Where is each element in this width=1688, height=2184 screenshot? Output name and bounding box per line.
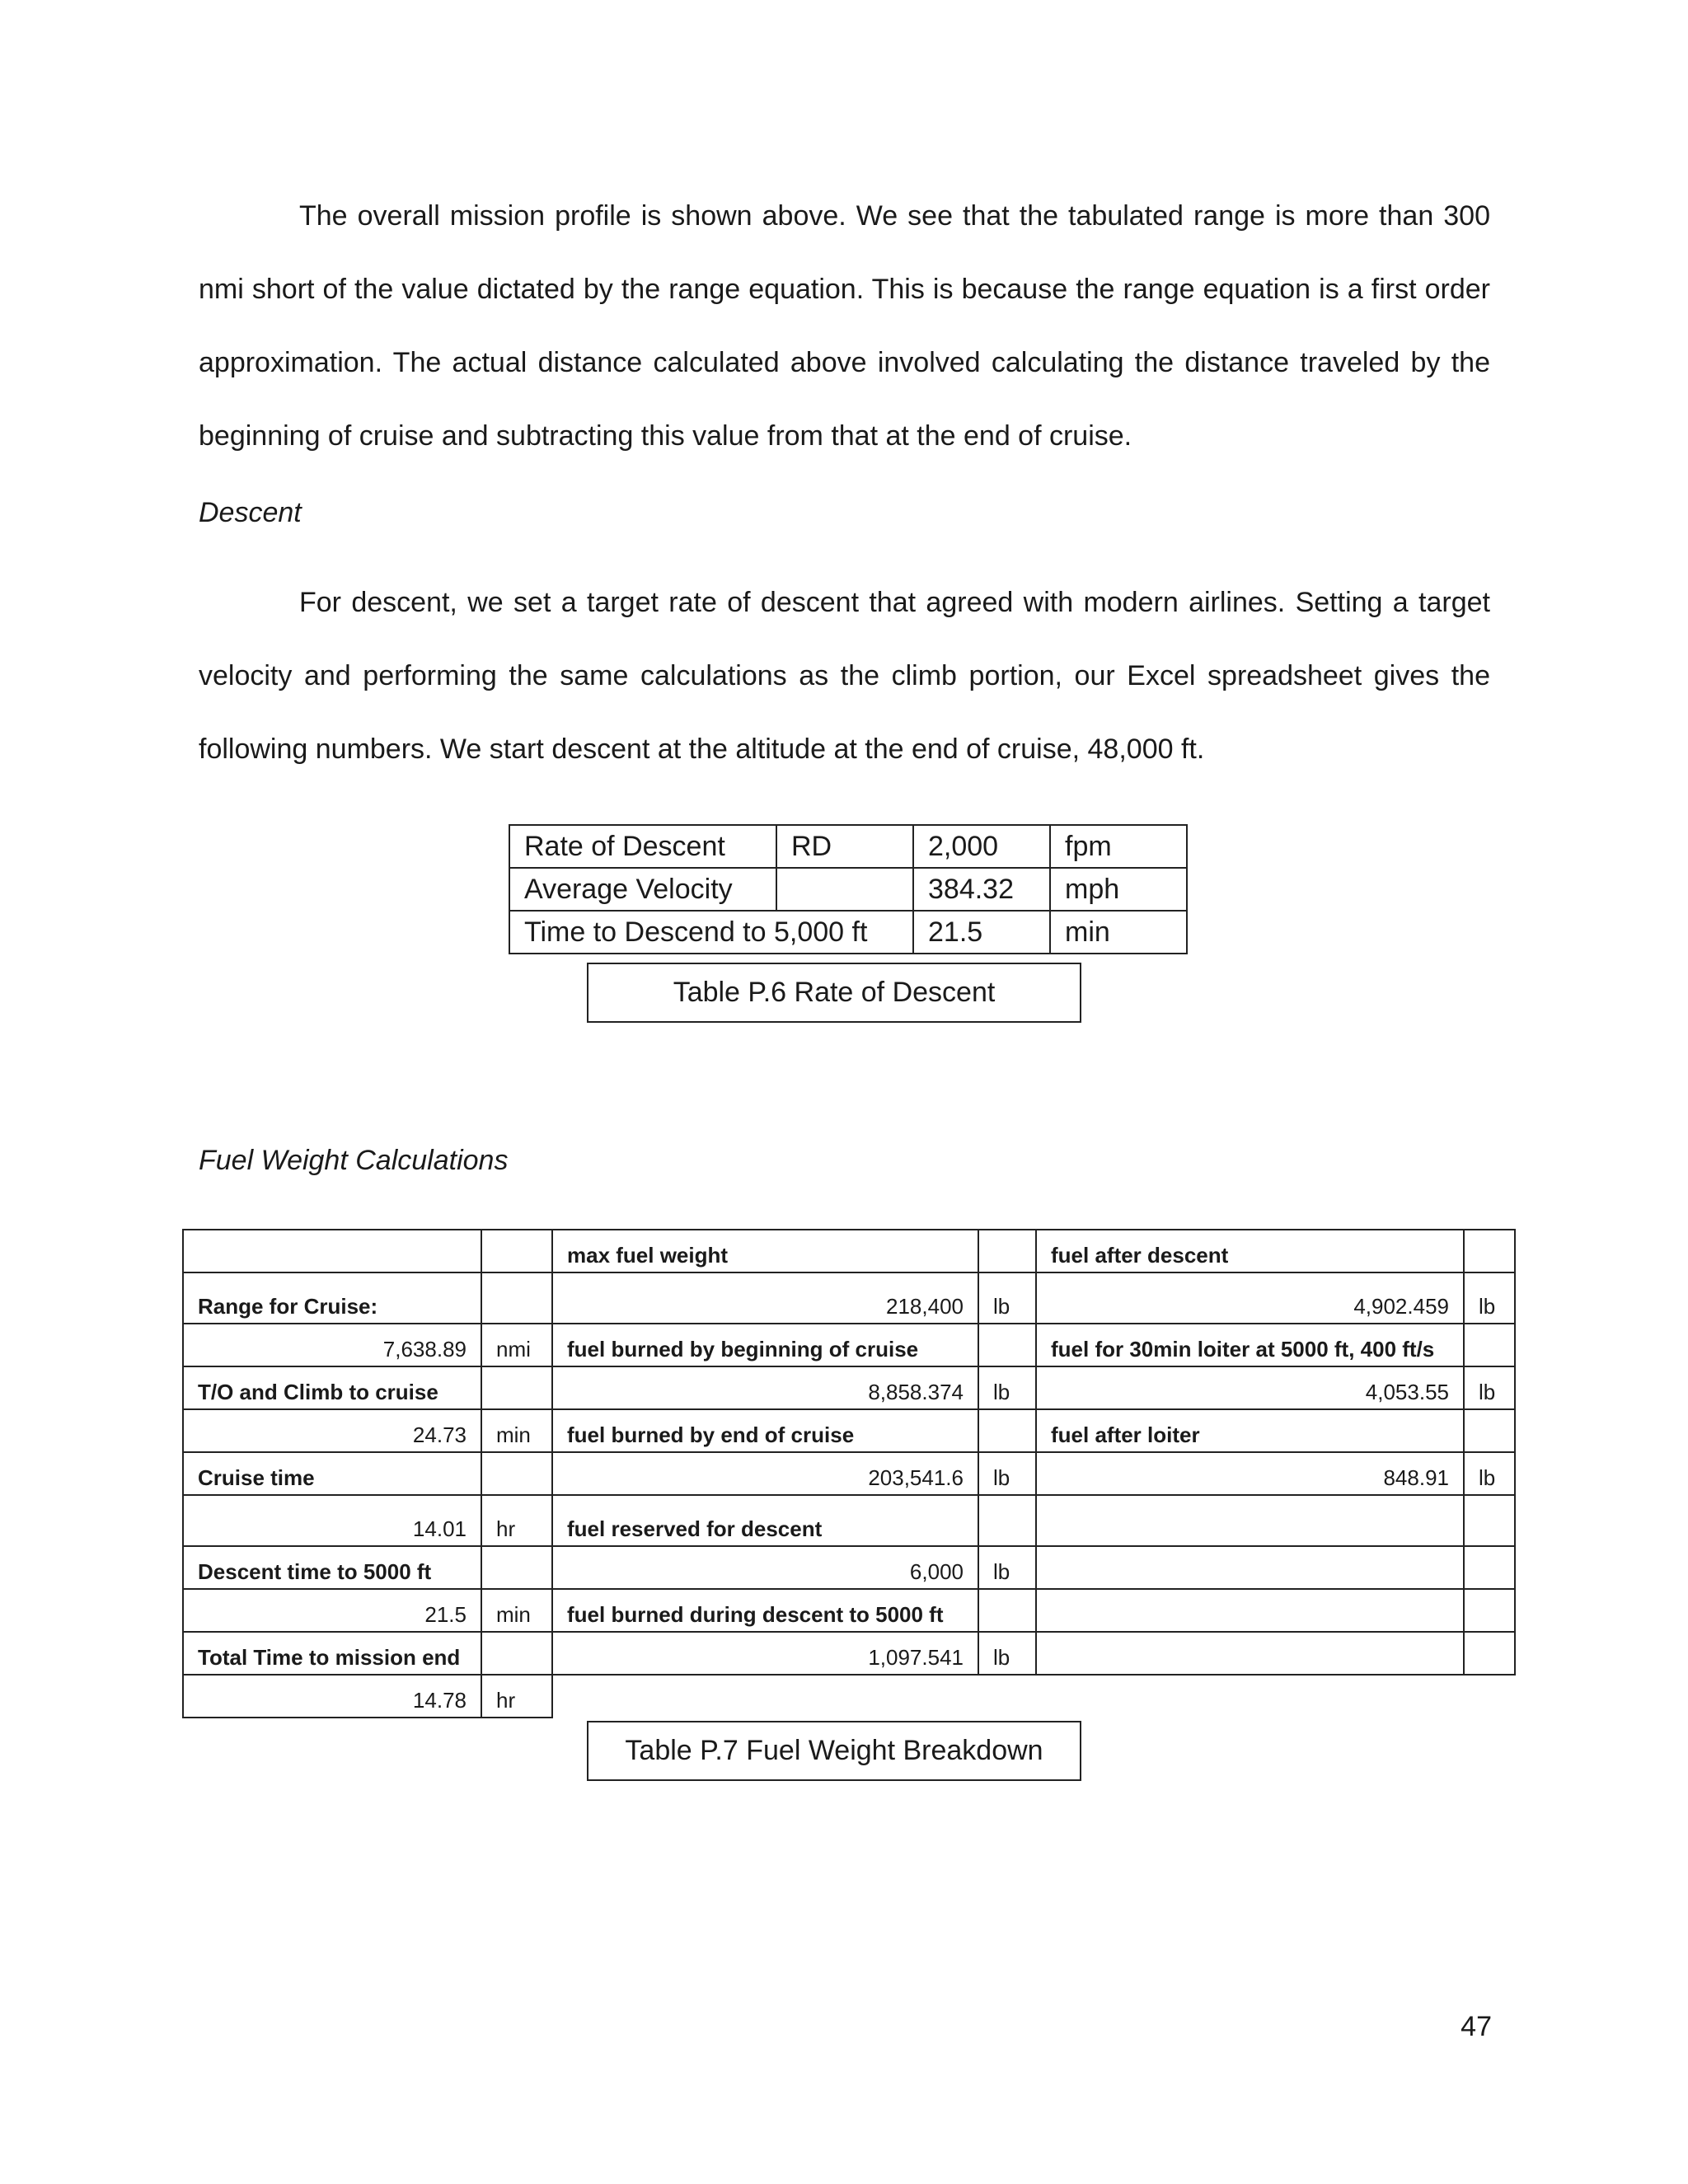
table-cell [1464, 1324, 1515, 1366]
table-cell: lb [1464, 1452, 1515, 1495]
table-cell [481, 1366, 552, 1409]
table-cell: 384.32 [913, 868, 1050, 911]
table-cell [183, 1230, 481, 1272]
table-caption-p7: Table P.7 Fuel Weight Breakdown [587, 1721, 1081, 1781]
table-cell [978, 1324, 1036, 1366]
table-cell: mph [1050, 868, 1187, 911]
table-cell: min [1050, 911, 1187, 954]
table-cell: lb [1464, 1366, 1515, 1409]
table-cell-empty [1036, 1675, 1464, 1718]
section-heading-fuel-weight: Fuel Weight Calculations [199, 1145, 509, 1176]
table-cell [1036, 1632, 1464, 1675]
table-cell: Average Velocity [509, 868, 776, 911]
table-cell [1036, 1589, 1464, 1632]
table-row [183, 1452, 1515, 1495]
table-cell: lb [978, 1632, 1036, 1675]
table-cell [1036, 1495, 1464, 1546]
table-row [183, 1589, 1515, 1632]
table-cell [978, 1230, 1036, 1272]
table-row [509, 825, 1187, 868]
table-row [183, 1546, 1515, 1589]
table-cell: Descent time to 5000 ft [183, 1546, 481, 1589]
table-cell: 14.78 [183, 1675, 481, 1718]
table-row [183, 1632, 1515, 1675]
table-cell [1464, 1632, 1515, 1675]
table-cell: 6,000 [552, 1546, 978, 1589]
table-cell: 4,902.459 [1036, 1272, 1464, 1324]
table-cell [1036, 1546, 1464, 1589]
table-cell: hr [481, 1675, 552, 1718]
table-row [183, 1272, 1515, 1324]
table-cell [1464, 1409, 1515, 1452]
table-cell [978, 1409, 1036, 1452]
fuel-weight-table [182, 1229, 1516, 1718]
table-cell: fuel burned by beginning of cruise [552, 1324, 978, 1366]
table-cell: 203,541.6 [552, 1452, 978, 1495]
table-cell-empty [978, 1675, 1036, 1718]
table-cell: 14.01 [183, 1495, 481, 1546]
table-cell: 2,000 [913, 825, 1050, 868]
table-cell [481, 1452, 552, 1495]
table-cell: nmi [481, 1324, 552, 1366]
page-number: 47 [1461, 2011, 1492, 2042]
table-cell: 24.73 [183, 1409, 481, 1452]
table-cell [481, 1632, 552, 1675]
table-cell: 21.5 [183, 1589, 481, 1632]
table-row [509, 868, 1187, 911]
table-cell: lb [978, 1366, 1036, 1409]
table-cell: 7,638.89 [183, 1324, 481, 1366]
table-cell: hr [481, 1495, 552, 1546]
table-cell [978, 1589, 1036, 1632]
table-cell [481, 1272, 552, 1324]
table-row [183, 1409, 1515, 1452]
table-cell: 218,400 [552, 1272, 978, 1324]
table-cell: fuel after loiter [1036, 1409, 1464, 1452]
table-cell: T/O and Climb to cruise [183, 1366, 481, 1409]
table-cell: fuel for 30min loiter at 5000 ft, 400 ft/s [1036, 1324, 1464, 1366]
table-cell [1464, 1495, 1515, 1546]
table-row [183, 1324, 1515, 1366]
table-cell: Range for Cruise: [183, 1272, 481, 1324]
table-cell [978, 1495, 1036, 1546]
table-cell: min [481, 1409, 552, 1452]
table-row [509, 911, 1187, 954]
table-caption-p6: Table P.6 Rate of Descent [587, 963, 1081, 1023]
table-cell: 848.91 [1036, 1452, 1464, 1495]
section-heading-descent: Descent [199, 497, 302, 528]
table-row [183, 1495, 1515, 1546]
table-cell: 21.5 [913, 911, 1050, 954]
table-cell [1464, 1546, 1515, 1589]
table-row [183, 1366, 1515, 1409]
table-cell: lb [978, 1452, 1036, 1495]
table-cell [1464, 1230, 1515, 1272]
table-cell: fuel burned during descent to 5000 ft [552, 1589, 978, 1632]
table-cell: fuel after descent [1036, 1230, 1464, 1272]
table-cell: fpm [1050, 825, 1187, 868]
paragraph-descent: For descent, we set a target rate of descent that agreed with modern airlines. Setting a target velocity and performing the same calculations as the climb portion, our Excel spreadsheet gives the following numbers. We start descent at the altitude at the end of cruise, 48,000 ft. [199, 587, 1490, 765]
table-cell-empty [552, 1675, 978, 1718]
table-cell: fuel burned by end of cruise [552, 1409, 978, 1452]
table-cell: Cruise time [183, 1452, 481, 1495]
table-cell [1464, 1589, 1515, 1632]
table-cell: lb [1464, 1272, 1515, 1324]
table-cell: lb [978, 1272, 1036, 1324]
table-cell [481, 1546, 552, 1589]
table-cell: fuel reserved for descent [552, 1495, 978, 1546]
table-cell: 1,097.541 [552, 1632, 978, 1675]
table-cell: Rate of Descent [509, 825, 776, 868]
table-cell: RD [776, 825, 913, 868]
table-row [183, 1675, 1515, 1718]
table-cell: 8,858.374 [552, 1366, 978, 1409]
table-cell: max fuel weight [552, 1230, 978, 1272]
table-cell: min [481, 1589, 552, 1632]
table-cell: lb [978, 1546, 1036, 1589]
table-cell-empty [1464, 1675, 1515, 1718]
table-cell: Total Time to mission end [183, 1632, 481, 1675]
table-cell [776, 868, 913, 911]
rate-of-descent-table [509, 824, 1188, 954]
table-cell [481, 1230, 552, 1272]
table-cell: 4,053.55 [1036, 1366, 1464, 1409]
table-row [183, 1230, 1515, 1272]
paragraph-mission-profile: The overall mission profile is shown above. We see that the tabulated range is more than 300 nmi short of the value dictated by the range equation. This is because the range equation is a first order approximation. The actual distance calculated above involved calculating the distance traveled by the beginning of cruise and subtracting this value from that at the end of cruise. [199, 200, 1490, 452]
table-cell: Time to Descend to 5,000 ft [509, 911, 913, 954]
